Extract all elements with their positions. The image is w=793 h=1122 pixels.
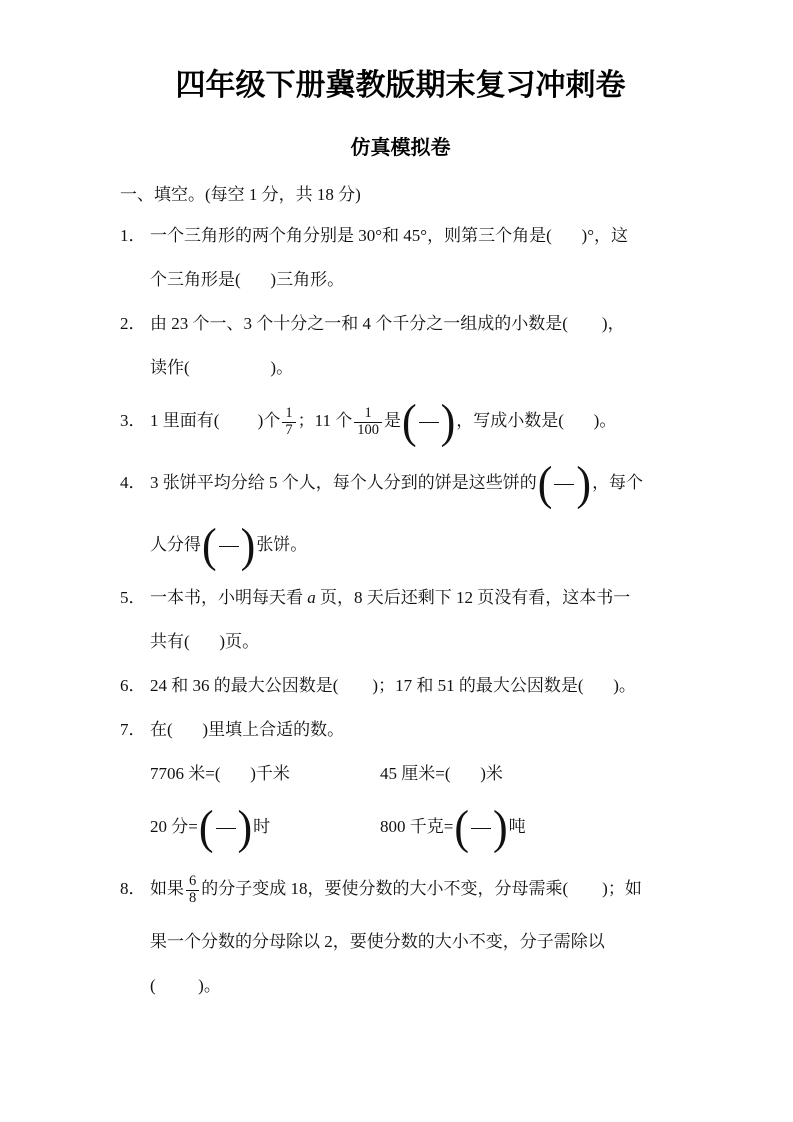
question-6 [120,664,681,708]
fraction-answer-blank [454,801,508,855]
question-line [120,452,681,514]
answer-blank: ( ) [213,411,264,430]
right-paren-glyph: ) [240,519,256,573]
answer-blank: ( ) [214,764,256,783]
question-5 [120,576,681,664]
column-right [380,796,526,858]
column-left [150,796,380,858]
question-line [120,258,681,302]
question-1 [120,214,681,302]
text-run: 页。 [225,632,260,651]
text-run: 一个三角形的两个角分别是 30°和 45°，则第三个角是 [150,226,547,245]
text-run: 时 [253,817,271,836]
question-line [120,346,681,390]
text-run: 7706 米= [150,764,215,783]
text-run: 个三角形是 [150,270,235,289]
answer-blank: ( ) [444,764,486,783]
column-right [380,752,503,796]
text-run: 。 [618,676,636,695]
question-line [120,576,681,620]
fraction-numerator: 1 [285,404,293,421]
fraction-answer-blank [202,519,256,573]
fraction-denominator: 7 [282,422,295,439]
text-run: 。 [276,358,294,377]
question-4 [120,452,681,576]
text-run: 米 [485,764,503,783]
text-run: ；如 [607,879,642,898]
left-paren-glyph: ( [454,801,469,855]
fraction [354,406,382,439]
question-number: 5． [120,588,146,607]
question-number: 1． [120,226,146,245]
text-run: ，每个 [592,473,644,492]
text-run: 三角形。 [276,270,345,289]
text-run: 里填上合适的数。 [208,720,345,739]
text-run: 共有 [150,632,184,651]
text-run: 如果 [150,879,184,898]
text-run: ，写成小数是 [456,411,559,430]
answer-blank: ( ) [167,720,209,739]
left-paren-glyph: ( [401,395,417,449]
text-run: 800 千克= [380,817,454,836]
fraction-blank-bar [216,828,236,829]
question-line [120,514,681,576]
question-line [120,664,681,708]
question-7 [120,708,681,858]
answer-blank: ( ) [184,632,226,651]
text-run: 张饼。 [256,535,308,554]
fraction-blank-bar [419,422,439,423]
question-line [120,620,681,664]
text-run: 页，8 天后还剩下 12 页没有看，这本书一 [315,588,631,607]
left-paren-glyph: ( [537,457,553,511]
fraction-blank-bar [471,828,491,829]
text-run: 读作 [150,358,184,377]
text-run: 的分子变成 18，要使分数的大小不变，分母需乘 [201,879,563,898]
text-run: ， [607,314,625,333]
answer-blank: ( ) [558,411,600,430]
question-line [120,390,681,452]
question-number: 6． [120,676,146,695]
text-run: 是 [383,411,401,430]
fraction-answer-blank [401,395,456,449]
page-subtitle: 仿真模拟卷 [350,137,451,159]
fraction-numerator: 1 [364,404,372,421]
right-paren-glyph: ) [237,801,253,855]
right-paren-glyph: ) [440,395,456,449]
fraction [186,874,199,907]
text-run: 在 [150,720,167,739]
text-run: 3 张饼平均分给 5 个人，每个人分到的饼是这些饼的 [150,473,537,492]
question-line [120,858,681,920]
variable-text: a [307,588,316,607]
text-run: 吨 [508,817,526,836]
fraction-numerator: 6 [189,872,197,889]
question-line [120,964,681,1008]
question-3 [120,390,681,452]
fraction [282,406,295,439]
text-run: 由 23 个一、3 个十分之一和 4 个千分之一组成的小数是 [150,314,563,333]
question-line [120,920,681,964]
question-line [120,302,681,346]
text-run: 果一个分数的分母除以 2，要使分数的大小不变，分子需除以 [150,932,605,951]
text-run: 1 里面有 [150,411,214,430]
fraction-answer-blank [198,801,253,855]
right-paren-glyph: ) [576,457,592,511]
section-heading: 一、填空。(每空 1 分，共 18 分) [120,185,361,204]
answer-blank: ( ) [332,676,379,695]
question-8 [120,858,681,1008]
question-number: 3． [120,411,146,430]
question-line [120,708,681,752]
text-run: 45 厘米= [380,764,445,783]
text-run: 一本书，小明每天看 [150,588,308,607]
answer-blank: ( ) [235,270,277,289]
question-2 [120,302,681,390]
questions-area [120,214,681,1008]
answer-blank: ( ) [562,879,608,898]
right-paren-glyph: ) [493,801,508,855]
fraction-blank-bar [219,546,239,547]
text-run: 24 和 36 的最大公因数是 [150,676,333,695]
question-number: 8． [120,879,146,898]
question-number: 4． [120,473,146,492]
answer-blank: ( ) [150,976,204,995]
fraction-denominator: 100 [354,422,382,439]
answer-blank: ( ) [546,226,588,245]
column-left [150,752,380,796]
text-run: 20 分= [150,817,198,836]
fraction-blank-bar [554,484,574,485]
question-line [120,214,681,258]
question-line [120,752,681,796]
answer-blank: ( ) [577,676,619,695]
text-run: 。 [599,411,617,430]
fraction-answer-blank [537,457,592,511]
text-run: 个 [263,411,281,430]
left-paren-glyph: ( [202,519,217,573]
page-title: 四年级下册冀教版期末复习冲刺卷 [175,69,626,102]
question-number: 7． [120,720,146,739]
text-run: 人分得 [150,535,201,554]
answer-blank: ( ) [562,314,608,333]
text-run: 千米 [255,764,290,783]
question-number: 2． [120,314,146,333]
question-line [120,796,681,858]
text-run: °，这 [587,226,628,245]
fraction-denominator: 8 [186,890,199,907]
text-run: 。 [203,976,221,995]
text-run: ；17 和 51 的最大公因数是 [378,676,578,695]
answer-blank: ( ) [184,358,277,377]
text-run: ；11 个 [297,411,353,430]
left-paren-glyph: ( [198,801,214,855]
